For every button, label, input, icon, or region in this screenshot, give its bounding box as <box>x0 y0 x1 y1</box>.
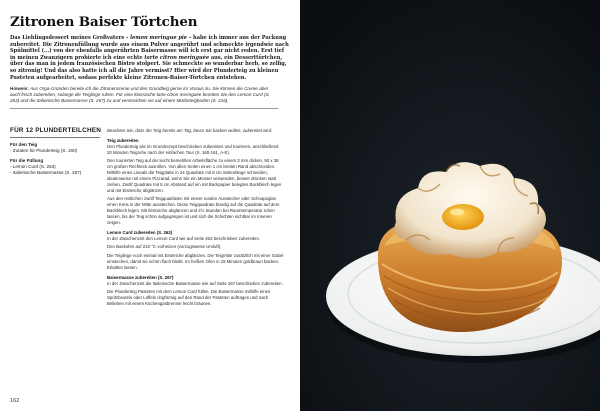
method-paragraph: Aus den restlichen zwölf Teigquadraten mit einem runden Ausstecher oder Schnapsglas einen Kreis in der Mitte ausstechen. Diese Teigquadrate bündig auf die Quadrate auf dem Backblech legen. Mit Eistreiche abglänzen und 2½ Stunden bei Raumtemperatur ruhen lassen, bis der Teig schön aufgegangen ist und sich die Schichten sichtbar im Inneren zeigen. <box>107 196 280 225</box>
method-paragraph: Die Teiglinge noch einmal mit Eistreiche abglänzen. Die Teigmitte zusätzlich mit einer Gabel einstechen, damit sie schön flach bleibt. Im heißen Ofen in 15 Minuten goldbraun backen. Erkalten lassen. <box>107 253 284 270</box>
ingredient-group-heading: Für die Füllung <box>10 157 44 163</box>
note-text: Aus Orga-Gründen bereite ich die Zitronencreme und den Grundteig gerne im Voraus zu. Sie können die Creme aber auch frisch zubereiten, solange die Teiglinge ruhen. Für eine klassische tarte citron meringuée bereiten Sie den Lemon Curd (S. 263) und die Italienische Baisermasse (S. 267) zu und verstreichen sie auf einem Mürbeteigboden (S. 216). <box>10 86 270 103</box>
method-paragraph: Die Plunderteig Pasteten mit dem Lemon Curd füllen. Die Baisermasse mithilfe eines Spritzbeutels oder Löffels ringförmig auf den Rand der Pasteten auftragen und nach Belieben mit einem Küchengasbrenner leicht bräunen. <box>107 289 271 307</box>
recipe-title: Zitronen Baiser Törtchen <box>10 14 198 30</box>
recipe-columns <box>10 128 290 310</box>
method-lead: Beachten Sie, dass der Teig bereits am Tag, bevor Sie backen wollen, zubereitet wird. <box>107 128 273 133</box>
ingredients-column <box>10 128 107 310</box>
method-step-heading: Baisermasse zubereiten (S. 267) <box>107 274 174 280</box>
method-paragraph: Den tourierten Teig auf der leicht bemehlten Arbeitsfläche zu einem 3 mm dicken, 50 x 38 cm großen Rechteck ausrollen. Von allen Seiten einen 1 cm breiten Rand abschneiden. Mithilfe eines Lineals die Teigplatte in 24 Quadrate mit 8 cm Seitenlänge schneiden, idealerweise mit einem Pizzarad, wenn Sie ein Messer verwenden, besser drücken statt ziehen. Zwölf Quadrate mit 5 cm Abstand auf ein mit Backpapier belegtes Backblech legen und mit Eistreiche abglänzen. <box>107 158 282 193</box>
method-step-heading: Teig zubereiten <box>107 137 139 143</box>
ingredient-item: - Zutaten für Plunderteig (S. 160) <box>10 147 78 153</box>
divider <box>10 137 100 138</box>
yield-heading: FÜR 12 PLUNDERTEILCHEN <box>10 127 102 134</box>
lemon-curd <box>442 204 484 230</box>
method-step-heading: Lemon Curd zubereiten (S. 263) <box>107 229 173 235</box>
method-paragraph: In der Zwischenzeit den Lemon Curd wie auf Seite 263 beschrieben zubereiten. <box>107 235 261 241</box>
method-paragraph: Den Backofen auf 210 °C vorheizen (vorzugsweise Umluft). <box>107 244 222 250</box>
intro-paragraph: Das Lieblingsdessert meines Großvaters – lemon meringue pie – habe ich immer aus der Packung zubereitet. Die Zitronenfüllung wurde aus einem Pulver angerührt und schmeckte irgendwie nach Spülmittel (...) von der ebenfalls angerührten Baisermasse will ich erst gar nicht reden. Erst tief in meinen Zwanzigern probierte ich eine echte tarte citron meringuée aus, ein Desserttörtchen, über das man in jedem französischen Bistro stolpert. Sie schmeckte so wunderbar herb, so zelfig, so zitronig! Und das also hatte ich all die Jahre vermisst? Hier wird der Plunderteig zu kleinen Pasteten aufgearbeitet, sodass perfekte kleine Zitronen-Baiser-Törtchen entstehen. <box>10 35 289 81</box>
page-number: 162 <box>10 398 20 404</box>
ingredient-group-heading: Für den Teig <box>10 141 38 147</box>
method-column <box>107 128 284 310</box>
ingredient-item: - Lemon Curd (S. 263) <box>10 163 56 169</box>
recipe-note <box>10 86 278 109</box>
method-paragraph: Den Plunderteig wie im Grundrezept beschrieben zubereiten und tourieren, anschließend 20 Minuten Teigruhe nach der einfachen Tour (S. 160-161, A-E). <box>107 143 279 155</box>
food-photo-page <box>300 0 600 411</box>
food-photo <box>300 0 600 411</box>
method-paragraph: In der Zwischenzeit die Italienische Baisermasse wie auf Seite 267 beschrieben zubereiten. <box>107 280 283 286</box>
ingredient-item: - Italienische Baisermasse (S. 267) <box>10 169 82 175</box>
note-label: Hinweis: <box>10 86 29 92</box>
